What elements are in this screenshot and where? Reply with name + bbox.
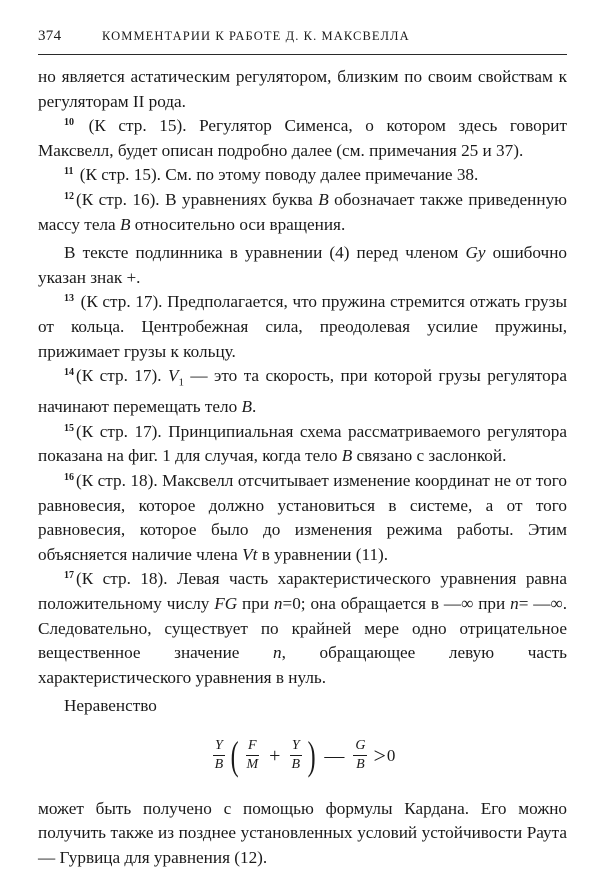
footnote-marker: 12	[64, 190, 74, 202]
footnote-15: $^{15}$ (К стр. 17). Принципиальная схема рассматриваемого регулятора показана на фиг. 1 для случая, когда тело B связано с заслонкой.	[38, 421, 567, 466]
plus-sign: +	[269, 744, 281, 767]
paragraph-gy-sign: В тексте подлинника в уравнении (4) перед членом Gy ошибочно указан знак +.	[38, 243, 567, 287]
paragraph-inequality-intro: Неравенство	[64, 696, 157, 716]
math-variable: FG	[214, 593, 238, 613]
math-variable: B	[318, 189, 329, 209]
minus-sign: —	[324, 744, 345, 767]
fraction-y-over-b: $\frac{Y}{B}$	[214, 738, 224, 773]
footnote-marker: 14	[64, 367, 74, 379]
formula-rhs: 0	[386, 745, 396, 765]
footnote-14: $^{14}$ (К стр. 17). $V_1$ — это та скорость, при которой грузы регулятора начинают перемещать тело B.	[38, 366, 567, 417]
greater-than-sign: >	[373, 742, 386, 768]
footnote-12: $^{12}$ (К стр. 16). В уравнениях буква B обозначает также приведенную массу тела B относительно оси вращения.	[38, 189, 568, 234]
running-head: КОММЕНТАРИИ К РАБОТЕ Д. К. МАКСВЕЛЛА	[102, 29, 410, 43]
left-paren: (	[230, 732, 239, 778]
fraction-y-over-b-2: $\frac{Y}{B}$	[291, 738, 301, 773]
footnote-marker: 16	[64, 471, 74, 483]
math-variable: n	[273, 643, 282, 663]
page-number: 374	[38, 28, 62, 44]
footnote-marker: 13	[64, 293, 74, 305]
footnote-16: $^{16}$ (К стр. 18). Максвелл отсчитывает изменение координат не от того равновесия, которое должно установиться в системе, а от того равновесия, которое было до изменения режима работы. Этим объясняется наличие члена Vt в уравнении (11).	[38, 470, 567, 564]
header-rule	[38, 54, 567, 55]
right-paren: )	[307, 732, 316, 778]
footnote-13: $^{13}$ (К стр. 17). Предполагается, что пружина стремится отжать грузы от кольца. Центробежная сила, преодолевая усилие пружины, прижимает грузы к кольцу.	[38, 292, 567, 361]
math-variable: n	[273, 593, 283, 613]
inequality-formula	[38, 721, 567, 791]
footnote-marker: 11	[64, 166, 74, 178]
math-variable: B	[119, 214, 131, 234]
footnote-marker: 17	[64, 570, 74, 582]
paragraph-final: может быть получено с помощью формулы Кардана. Его можно получить также из позднее установленных условий устойчивости Раута — Гурвица для уравнения (12).	[38, 798, 567, 868]
math-variable: B	[241, 397, 252, 417]
footnote-marker: 15	[64, 422, 74, 434]
document-page	[38, 28, 567, 871]
math-variable: n	[510, 593, 519, 613]
body-text	[38, 65, 567, 871]
paragraph-continuation: но является астатическим регулятором, близким по своим свойствам к регуляторам II рода.	[38, 67, 567, 111]
math-variable: V	[167, 366, 179, 386]
fraction-f-over-m: $\frac{F}{M}$	[246, 738, 259, 773]
page-header	[38, 28, 567, 50]
fraction-g-over-b: $\frac{G}{B}$	[355, 738, 366, 773]
math-subscript: 1	[178, 376, 184, 389]
math-variable: Vt	[242, 544, 258, 564]
footnote-17: $^{17}$ (К стр. 18). Левая часть характеристического уравнения равна положительному числу FG при n=0; она обращается в —∞ при n= —∞. Следовательно, существует по крайней мере одно отрицательное вещественное значение n, обращающее левую часть характеристического уравнения в нуль.	[38, 569, 567, 687]
footnote-marker: 10	[64, 117, 74, 129]
math-variable: B	[341, 446, 353, 466]
footnote-11: $^{11}$ (К стр. 15). См. по этому поводу далее примечание 38.	[64, 165, 479, 185]
footnote-10: $^{10}$ (К стр. 15). Регулятор Сименса, о котором здесь говорит Максвелл, будет описан подробно далее (см. примечания 25 и 37).	[38, 116, 568, 160]
math-variable: Gy	[465, 243, 486, 263]
